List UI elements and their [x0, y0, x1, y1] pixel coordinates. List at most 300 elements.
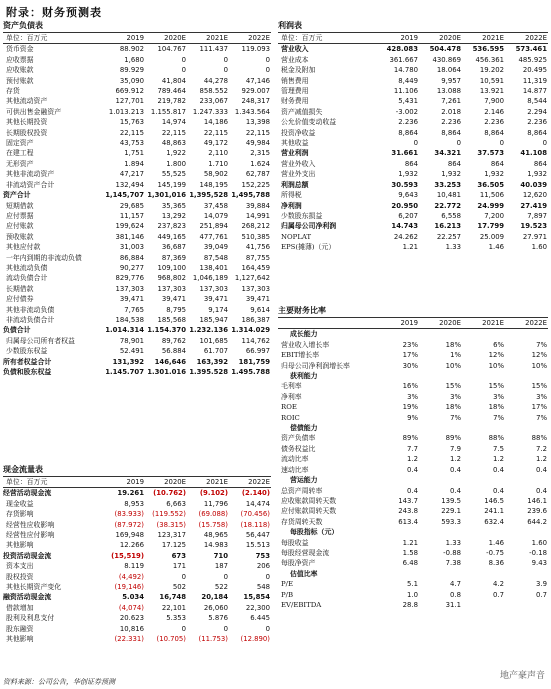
row-label: 应收票据 [6, 55, 34, 64]
value-cell: 1.154.370 [147, 326, 186, 335]
row-label: 非流动资产合计 [6, 180, 55, 189]
value-cell: 20.950 [391, 201, 418, 210]
value-cell: 12.266 [119, 541, 144, 550]
value-cell: 119.093 [241, 45, 270, 54]
year-header: 2021E [187, 477, 229, 488]
header-row [278, 318, 548, 329]
value-cell: 8.36 [488, 559, 504, 568]
table-row [3, 325, 271, 335]
empty-cell [419, 569, 462, 579]
table-row [3, 148, 271, 158]
value-cell: (10.762) [153, 489, 186, 498]
value-cell: 4.7 [450, 580, 461, 589]
value-cell: 19.523 [520, 222, 547, 231]
table-row [3, 367, 271, 377]
balance-sheet-table [3, 33, 271, 377]
row-label: 少数股东损益 [281, 211, 323, 220]
value-cell: 123,317 [157, 531, 186, 540]
value-cell: 0 [181, 624, 186, 633]
value-cell: 789.464 [157, 87, 186, 96]
table-row [278, 558, 548, 568]
table-row [278, 496, 548, 506]
value-cell: 6,207 [398, 211, 418, 220]
value-cell: 78,901 [119, 336, 144, 345]
row-label: 存货周转天数 [281, 517, 323, 526]
value-cell: 43,753 [119, 139, 144, 148]
table-row [3, 592, 271, 602]
row-label: EPS(摊薄)（元） [281, 243, 336, 252]
value-cell: 219,782 [157, 97, 186, 106]
value-cell: 12% [531, 351, 547, 360]
table-row [3, 138, 271, 148]
table-row [278, 350, 548, 360]
table-row [278, 454, 548, 464]
value-cell: 14,079 [203, 211, 228, 220]
value-cell: 1,751 [124, 149, 144, 158]
row-label: 营业外收入 [281, 159, 316, 168]
section-row [278, 329, 548, 340]
value-cell: 3.9 [536, 580, 547, 589]
value-cell: 39,471 [245, 295, 270, 304]
value-cell: 52.491 [119, 347, 144, 356]
year-header: 2020E [145, 477, 187, 488]
row-label: 资本支出 [6, 562, 34, 571]
value-cell: 1.495.788 [231, 368, 270, 376]
row-label: NOPLAT [281, 232, 312, 241]
table-row [278, 107, 548, 117]
value-cell: 0 [456, 139, 461, 148]
value-cell: 2.236 [441, 118, 461, 127]
table-row [3, 294, 271, 304]
row-label: 公允价值变动收益 [281, 118, 337, 127]
value-cell: 10,481 [436, 191, 461, 200]
value-cell: 7% [536, 340, 547, 349]
value-cell: 58,902 [203, 170, 228, 179]
value-cell: 3% [493, 392, 504, 401]
value-cell: 87,755 [245, 253, 270, 262]
row-label: 其他应付款 [6, 243, 41, 252]
value-cell: 864 [447, 159, 461, 168]
value-cell: (87.972) [114, 520, 144, 529]
value-cell: 104.767 [157, 45, 186, 54]
empty-cell [376, 371, 419, 381]
value-cell: 1.2 [450, 455, 461, 464]
table-row [3, 221, 271, 231]
value-cell: 1.232.136 [189, 326, 228, 335]
value-cell: 593.3 [441, 517, 461, 526]
value-cell: 20.623 [119, 614, 144, 623]
value-cell: 1,145,707 [105, 191, 144, 200]
value-cell: 968,802 [157, 274, 186, 283]
row-label: 经营性应付影响 [6, 531, 55, 540]
value-cell: 1.60 [531, 538, 547, 547]
value-cell: 1.247.333 [192, 107, 228, 116]
value-cell: (19,146) [114, 583, 144, 592]
row-label: 总资产周转率 [281, 486, 323, 495]
value-cell: 0 [542, 139, 547, 148]
row-label: P/B [281, 590, 294, 599]
row-label: 短期借款 [6, 201, 34, 210]
value-cell: -0.75 [486, 548, 504, 557]
value-cell: 0.7 [493, 590, 504, 599]
value-cell: 644.2 [527, 517, 547, 526]
value-cell: (2.140) [241, 489, 270, 498]
value-cell: 49,172 [203, 139, 228, 148]
financial-ratios-panel [278, 303, 548, 610]
row-label: 毛利率 [281, 382, 302, 391]
row-label: 在建工程 [6, 149, 34, 158]
value-cell: 14,474 [245, 499, 270, 508]
value-cell: 86,884 [119, 253, 144, 262]
value-cell: 22.257 [436, 232, 461, 241]
row-label: 营业利润 [281, 149, 309, 158]
year-header: 2019 [376, 318, 419, 329]
value-cell: 24.999 [477, 201, 504, 210]
value-cell: 39,471 [203, 295, 228, 304]
table-row [3, 190, 271, 200]
value-cell: 1.33 [445, 538, 461, 547]
row-label: 投资净收益 [281, 128, 316, 137]
table-row [278, 117, 548, 127]
empty-cell [419, 371, 462, 381]
value-cell: 89% [445, 434, 461, 443]
value-cell: 62,787 [245, 170, 270, 179]
row-label: 其他非流动负债 [6, 305, 55, 314]
section-label: 获利能力 [290, 372, 318, 381]
value-cell: 8,864 [484, 128, 504, 137]
value-cell: 0 [413, 139, 418, 148]
value-cell: 7,900 [484, 97, 504, 106]
table-row [3, 65, 271, 75]
value-cell: 137,303 [241, 284, 270, 293]
value-cell: 7.7 [407, 444, 418, 453]
value-cell: 88% [488, 434, 504, 443]
table-row [278, 148, 548, 158]
value-cell: (69.088) [198, 510, 228, 519]
table-row [3, 540, 271, 550]
value-cell: 87,369 [161, 253, 186, 262]
value-cell: 710 [213, 551, 228, 560]
value-cell: 16,748 [159, 593, 186, 602]
value-cell: 573.461 [515, 45, 547, 54]
value-cell: 39,471 [161, 295, 186, 304]
value-cell: 35,090 [119, 76, 144, 85]
value-cell: 181,759 [238, 357, 270, 366]
value-cell: 36,687 [161, 243, 186, 252]
value-cell: 428.083 [386, 45, 418, 54]
value-cell: 5.353 [166, 614, 186, 623]
year-header: 2019 [376, 33, 419, 44]
value-cell: 22,115 [161, 128, 186, 137]
value-cell: 864 [533, 159, 547, 168]
unit-label: 单位：百万元 [3, 33, 103, 44]
value-cell: (83.933) [114, 510, 144, 519]
value-cell: 2.236 [398, 118, 418, 127]
value-cell: 30% [402, 361, 418, 370]
value-cell: 48,863 [161, 139, 186, 148]
value-cell: 548 [256, 583, 270, 592]
row-label: 净利率 [281, 392, 302, 401]
value-cell: 15% [445, 382, 461, 391]
value-cell: 2.018 [441, 107, 461, 116]
value-cell: 361.667 [389, 55, 418, 64]
section-label: 成长能力 [290, 330, 318, 339]
value-cell: 40.039 [520, 180, 547, 189]
table-row [278, 55, 548, 65]
value-cell: 44,278 [203, 76, 228, 85]
value-cell: 241.1 [484, 507, 504, 516]
value-cell: 88% [531, 434, 547, 443]
value-cell: 0.4 [493, 486, 504, 495]
value-cell: 2.294 [527, 107, 547, 116]
value-cell: 10% [488, 361, 504, 370]
table-row [3, 96, 271, 106]
year-header: 2021E [462, 318, 505, 329]
table-row [278, 579, 548, 589]
row-label: 资产负债率 [281, 434, 316, 443]
value-cell: 41,804 [161, 76, 186, 85]
value-cell: 19.202 [479, 66, 504, 75]
value-cell: 2.236 [484, 118, 504, 127]
row-label: 流动负债合计 [6, 274, 48, 283]
value-cell: 5.1 [407, 580, 418, 589]
value-cell: (15.758) [198, 520, 228, 529]
value-cell: 37.573 [477, 149, 504, 158]
value-cell: 8,864 [527, 128, 547, 137]
value-cell: 1.46 [488, 243, 504, 252]
row-label: 一年内到期的非流动负债 [6, 253, 82, 262]
row-label: 所得税 [281, 191, 302, 200]
row-label: 经营性应收影响 [6, 520, 55, 529]
value-cell: 87,548 [203, 253, 228, 262]
value-cell: 31.661 [391, 149, 418, 158]
row-label: 每股净资产 [281, 559, 316, 568]
section-label: 营运能力 [290, 476, 318, 485]
value-cell: 1.2 [407, 455, 418, 464]
value-cell: 1,932 [441, 170, 461, 179]
year-header: 2020E [419, 33, 462, 44]
row-label: 财务费用 [281, 97, 309, 106]
value-cell: 1.33 [445, 243, 461, 252]
row-label: 负债和股东权益 [3, 368, 52, 376]
row-label: 应收账款周转天数 [281, 496, 337, 505]
value-cell: 477,761 [199, 232, 228, 241]
value-cell: 673 [171, 551, 186, 560]
value-cell: 1.014.314 [105, 326, 144, 335]
value-cell: 37,458 [203, 201, 228, 210]
header-row [3, 33, 271, 44]
value-cell: 148,195 [199, 180, 228, 189]
value-cell: 17% [402, 351, 418, 360]
value-cell: 0 [181, 66, 186, 75]
row-label: 税金及附加 [281, 66, 316, 75]
value-cell: 137,303 [199, 284, 228, 293]
year-header: 2022E [229, 33, 271, 44]
table-row [278, 242, 548, 252]
value-cell: 10% [531, 361, 547, 370]
value-cell: 1.155.817 [150, 107, 186, 116]
value-cell: 137,303 [157, 284, 186, 293]
value-cell: 48,965 [203, 531, 228, 540]
row-label: 营业收入 [281, 45, 309, 54]
value-cell: 14.780 [393, 66, 418, 75]
empty-cell [505, 527, 548, 537]
table-row [3, 242, 271, 252]
section-row [278, 527, 548, 537]
table-row [3, 76, 271, 86]
value-cell: 7% [493, 413, 504, 422]
value-cell: 152,225 [241, 180, 270, 189]
value-cell: 18% [445, 340, 461, 349]
empty-cell [462, 371, 505, 381]
cashflow-title: 现金流量表 [3, 462, 271, 477]
row-label: 归母公司净利润增长率 [281, 361, 350, 370]
table-row [3, 582, 271, 592]
balance-sheet-panel [3, 18, 271, 377]
year-header: 2022E [505, 318, 548, 329]
value-cell [505, 600, 548, 610]
value-cell: 268,212 [241, 222, 270, 231]
value-cell: 16% [402, 382, 418, 391]
row-label: 存货 [6, 87, 20, 96]
value-cell: 23% [402, 340, 418, 349]
year-header: 2021E [462, 33, 505, 44]
value-cell: 1.301.016 [147, 368, 186, 376]
value-cell: 3% [450, 392, 461, 401]
value-cell: 13.088 [436, 87, 461, 96]
value-cell: 1.145.707 [105, 368, 144, 376]
value-cell: 47,217 [119, 170, 144, 179]
table-row [3, 520, 271, 530]
table-row [278, 381, 548, 391]
empty-cell [462, 527, 505, 537]
value-cell: 3% [536, 392, 547, 401]
row-label: 其他收益 [281, 139, 309, 148]
value-cell: (4,074) [118, 603, 144, 612]
cashflow-panel [3, 462, 271, 645]
value-cell: 0.4 [407, 486, 418, 495]
table-row [3, 232, 271, 242]
value-cell: 11.106 [393, 87, 418, 96]
value-cell: 251,894 [199, 222, 228, 231]
value-cell: (10.705) [156, 635, 186, 644]
value-cell: 199,624 [115, 222, 144, 231]
value-cell: 22,300 [245, 603, 270, 612]
table-row [3, 357, 271, 367]
value-cell: 6.445 [250, 614, 270, 623]
value-cell: 1,046,189 [192, 274, 228, 283]
value-cell: (38.315) [156, 520, 186, 529]
balance-sheet-title: 资产负债表 [3, 18, 271, 33]
table-row [278, 128, 548, 138]
table-row [3, 346, 271, 356]
value-cell: 49,984 [245, 139, 270, 148]
value-cell: 11,157 [119, 211, 144, 220]
row-label: 营业成本 [281, 55, 309, 64]
value-cell: 19.261 [117, 489, 144, 498]
value-cell: 0.7 [536, 590, 547, 599]
row-label: 其他非流动资产 [6, 170, 55, 179]
table-row [3, 551, 271, 561]
row-label: 利润总额 [281, 180, 309, 189]
value-cell: -3.002 [395, 107, 418, 116]
value-cell: 0 [265, 572, 270, 581]
row-label: P/E [281, 580, 293, 589]
watermark: 地产豪声音 [499, 671, 545, 681]
value-cell: 8,953 [124, 499, 144, 508]
value-cell: 13,292 [161, 211, 186, 220]
value-cell: 1,932 [527, 170, 547, 179]
row-label: 资产减值损失 [281, 107, 323, 116]
value-cell: 1,932 [398, 170, 418, 179]
value-cell: 28.8 [402, 600, 418, 609]
value-cell: 1.343.564 [234, 107, 270, 116]
value-cell: (9.102) [199, 489, 228, 498]
value-cell: 31,003 [119, 243, 144, 252]
value-cell: 14.743 [391, 222, 418, 231]
value-cell: 127,701 [115, 97, 144, 106]
row-label: 存货影响 [6, 510, 34, 519]
value-cell: 24.262 [393, 232, 418, 241]
value-cell: 56,447 [245, 531, 270, 540]
value-cell: 206 [256, 562, 270, 571]
value-cell: 0.4 [493, 465, 504, 474]
header-row [3, 477, 271, 488]
row-label: 销售费用 [281, 76, 309, 85]
row-label: 股权投资 [6, 572, 34, 581]
table-row [278, 96, 548, 106]
section-label: 每股指标（元） [290, 528, 339, 537]
value-cell: 171 [172, 562, 186, 571]
table-row [278, 506, 548, 516]
value-cell: 14,991 [245, 211, 270, 220]
row-label: 融资活动现金流 [3, 593, 52, 602]
table-row [278, 159, 548, 169]
value-cell: 449,165 [157, 232, 186, 241]
value-cell: 7.9 [450, 444, 461, 453]
value-cell: 0.4 [407, 465, 418, 474]
value-cell: (4,492) [118, 572, 144, 581]
table-row [278, 221, 548, 231]
row-label: 每股经营现金流 [281, 548, 330, 557]
value-cell: 6,663 [166, 499, 186, 508]
row-label: 应付账款 [6, 222, 34, 231]
row-label: 其他影响 [6, 541, 34, 550]
value-cell: 7.5 [493, 444, 504, 453]
value-cell: 131,392 [112, 357, 144, 366]
value-cell: 485.925 [518, 55, 547, 64]
row-label: 股利及利息支付 [6, 614, 55, 623]
row-label: 负债合计 [3, 326, 31, 335]
table-row [3, 530, 271, 540]
row-label: 应付债券 [6, 295, 34, 304]
value-cell: 522 [214, 583, 228, 592]
income-statement-title: 利润表 [278, 18, 548, 33]
value-cell: -0.18 [529, 548, 547, 557]
value-cell: 9.43 [531, 559, 547, 568]
table-row [3, 509, 271, 519]
row-label: 经营活动现金流 [3, 489, 52, 498]
row-label: 投资活动现金流 [3, 551, 52, 560]
value-cell: 35,365 [161, 201, 186, 210]
table-row [278, 392, 548, 402]
row-label: 长期借款 [6, 284, 34, 293]
value-cell: 14.877 [522, 87, 547, 96]
table-row [3, 561, 271, 571]
empty-cell [419, 329, 462, 340]
year-header: 2022E [229, 477, 271, 488]
year-header: 2019 [103, 477, 145, 488]
